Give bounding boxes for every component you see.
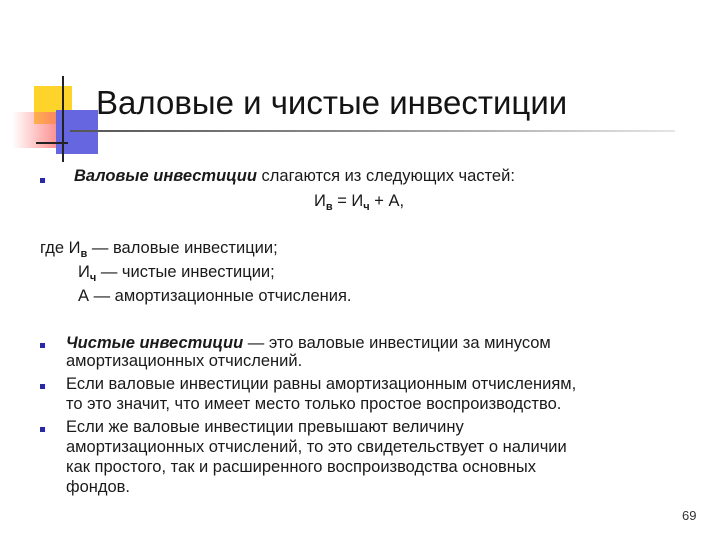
where-text-2: — чистые инвестиции; — [96, 263, 275, 281]
formula-lhs: И — [314, 192, 326, 210]
where-line-3: А — амортизационные отчисления. — [78, 287, 352, 305]
bullet-1-text: — это валовые инвестиции за минусом — [243, 334, 551, 352]
formula-mid-sub: ч — [363, 201, 370, 213]
title-underline — [70, 130, 675, 132]
bullet-3-line-2: амортизационных отчислений, то это свидетельствует о наличии — [66, 438, 567, 456]
bullet-marker — [40, 427, 45, 432]
bullet-marker — [40, 384, 45, 389]
where-line-1 — [40, 238, 278, 258]
where-prefix: где И — [40, 239, 81, 257]
bullet-3-line-4: фондов. — [66, 478, 131, 496]
where-sub-2: ч — [89, 272, 97, 284]
bullet-1-line-2: амортизационных отчислений. — [66, 352, 303, 370]
bullet-2-line-1: Если валовые инвестиции равны амортизационным отчислениям, — [66, 375, 577, 393]
formula — [314, 191, 404, 211]
vertical-line — [62, 76, 64, 162]
slide-title: Валовые и чистые инвестиции — [96, 84, 568, 121]
intro-line — [74, 166, 515, 186]
formula-mid: = И — [332, 192, 364, 210]
bullet-1-term: Чистые инвестиции — [66, 334, 244, 352]
formula-rhs: + А, — [369, 192, 405, 210]
intro-text: слагаются из следующих частей: — [256, 167, 515, 185]
bullet-marker — [40, 343, 45, 348]
formula-lhs-sub: в — [325, 201, 333, 213]
horizontal-line — [36, 142, 68, 144]
where-text-1: — валовые инвестиции; — [87, 239, 278, 257]
bullet-marker — [40, 178, 45, 183]
page-number: 69 — [682, 508, 697, 523]
bullet-1-line-1 — [66, 333, 551, 353]
bullet-3-line-1: Если же валовые инвестиции превышают величину — [66, 418, 464, 436]
bullet-3-line-3: как простого, так и расширенного воспроизводства основных — [66, 458, 536, 476]
where-line-2 — [78, 262, 275, 282]
intro-term: Валовые инвестиции — [74, 167, 257, 185]
slide-logo-decoration — [0, 0, 100, 170]
where-base-2: И — [78, 263, 90, 281]
bullet-2-line-2: то это значит, что имеет место только простое воспроизводство. — [66, 395, 562, 413]
where-sub-1: в — [80, 248, 88, 260]
